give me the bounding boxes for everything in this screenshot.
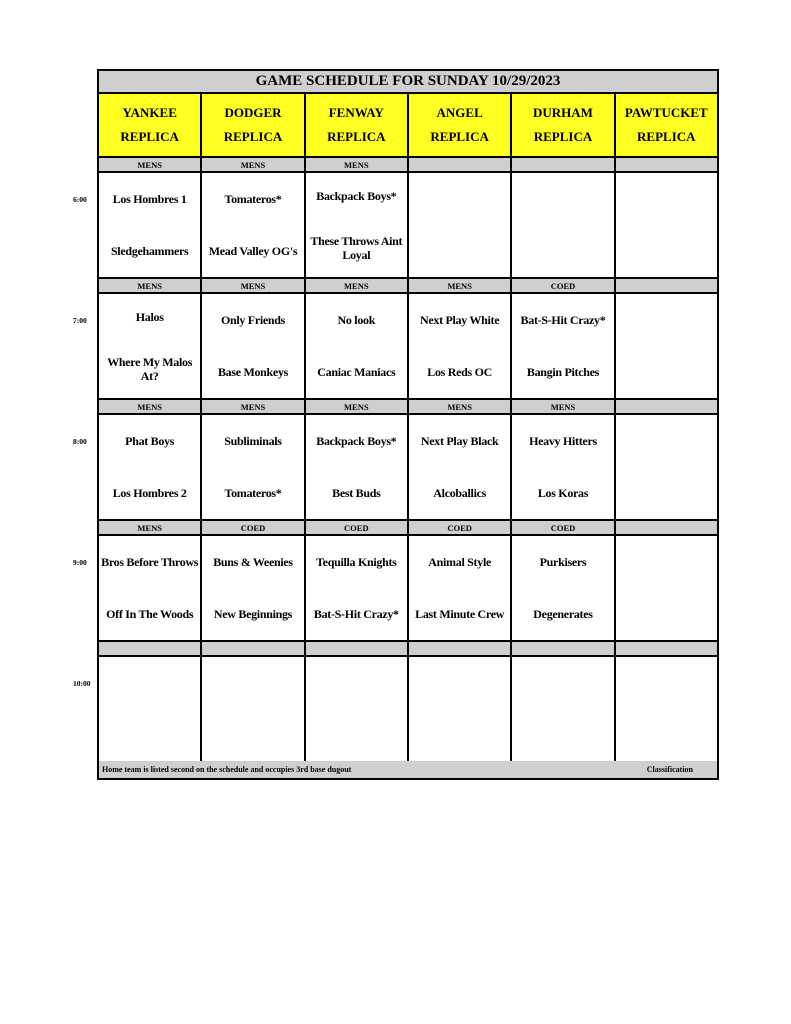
time-slots — [99, 158, 717, 761]
game-cell — [99, 294, 202, 398]
field-sub: REPLICA — [327, 128, 386, 144]
schedule-title: GAME SCHEDULE FOR SUNDAY 10/29/2023 — [99, 71, 717, 94]
field-name: DODGER — [224, 105, 282, 121]
game-cell — [99, 415, 202, 519]
away-team: Only Friends — [220, 313, 286, 327]
game-cell — [306, 536, 409, 640]
game-cell — [616, 657, 717, 761]
home-team: Sledgehammers — [110, 244, 189, 258]
game-cell — [409, 173, 512, 277]
game-cell — [202, 536, 305, 640]
away-team: Subliminals — [224, 434, 282, 448]
classification-cell — [202, 642, 305, 655]
home-team: Where My Malos At? — [107, 354, 193, 383]
game-cell — [306, 294, 409, 398]
classification-cell: MENS — [202, 158, 305, 171]
home-team: New Beginnings — [213, 607, 293, 621]
time-label: 10:00 — [73, 679, 91, 688]
home-team: Base Monkeys — [217, 365, 289, 379]
field-header-row — [99, 94, 717, 158]
game-cell — [202, 415, 305, 519]
home-team: Last Minute Crew — [415, 607, 505, 621]
classification-row — [99, 642, 717, 657]
away-team: Tequilla Knights — [316, 555, 397, 569]
classification-cell — [99, 642, 202, 655]
classification-row — [99, 158, 717, 173]
classification-cell: MENS — [99, 521, 202, 534]
game-cell — [202, 173, 305, 277]
game-cell — [409, 415, 512, 519]
game-cell — [512, 173, 615, 277]
home-team: Los Koras — [537, 486, 589, 500]
game-row — [99, 415, 717, 521]
field-name: PAWTUCKET — [624, 105, 708, 121]
classification-cell — [616, 158, 717, 171]
game-cell — [306, 415, 409, 519]
classification-cell: MENS — [99, 158, 202, 171]
classification-cell — [616, 642, 717, 655]
classification-cell: MENS — [306, 279, 409, 292]
classification-row — [99, 400, 717, 415]
classification-cell: MENS — [306, 158, 409, 171]
away-team: Halos — [135, 309, 164, 324]
away-team: Backpack Boys* — [316, 188, 397, 203]
home-team: Alcoballics — [433, 486, 486, 500]
game-cell — [512, 657, 615, 761]
home-team: These Throws Aint Loyal — [310, 233, 403, 262]
schedule-table — [97, 69, 719, 780]
footer-bar — [99, 761, 717, 778]
classification-cell: COED — [512, 521, 615, 534]
time-label: 8:00 — [73, 437, 87, 446]
field-header — [409, 94, 512, 156]
game-cell — [202, 657, 305, 761]
field-sub: REPLICA — [533, 128, 593, 144]
classification-cell — [409, 158, 512, 171]
classification-cell: COED — [306, 521, 409, 534]
game-row — [99, 294, 717, 400]
classification-cell — [616, 400, 717, 413]
game-cell — [616, 536, 717, 640]
game-cell — [409, 536, 512, 640]
home-team: Degenerates — [533, 607, 593, 621]
game-cell — [306, 657, 409, 761]
home-team: Caniac Maniacs — [317, 365, 396, 379]
game-cell — [512, 536, 615, 640]
classification-cell: COED — [512, 279, 615, 292]
home-team: Tomateros* — [224, 486, 282, 500]
field-header — [306, 94, 409, 156]
field-name: YANKEE — [122, 105, 177, 121]
field-header — [99, 94, 202, 156]
away-team: Next Play Black — [420, 434, 499, 448]
game-row — [99, 657, 717, 761]
game-cell — [616, 415, 717, 519]
game-cell — [616, 173, 717, 277]
classification-label: Classification — [646, 765, 693, 774]
classification-cell — [616, 279, 717, 292]
away-team: Heavy Hitters — [529, 434, 597, 448]
game-cell — [409, 294, 512, 398]
classification-row — [99, 279, 717, 294]
home-team: Mead Valley OG's — [208, 244, 298, 258]
classification-cell: MENS — [306, 400, 409, 413]
game-row — [99, 173, 717, 279]
game-row — [99, 536, 717, 642]
away-team: Bat-S-Hit Crazy* — [520, 313, 606, 327]
game-cell — [306, 173, 409, 277]
classification-cell — [616, 521, 717, 534]
time-label: 7:00 — [73, 316, 87, 325]
classification-cell: MENS — [409, 400, 512, 413]
time-label: 6:00 — [73, 195, 87, 204]
game-cell — [99, 536, 202, 640]
away-team: No look — [337, 313, 376, 327]
footer-note: Home team is listed second on the schedule and occupies 3rd base dugout — [102, 765, 352, 774]
game-cell — [512, 415, 615, 519]
game-cell — [202, 294, 305, 398]
classification-row — [99, 521, 717, 536]
home-team: Best Buds — [332, 486, 381, 500]
away-team: Next Play White — [420, 313, 500, 327]
away-team: Buns & Weenies — [213, 555, 293, 569]
classification-cell — [512, 642, 615, 655]
field-name: ANGEL — [436, 105, 483, 121]
classification-cell — [409, 642, 512, 655]
away-team: Backpack Boys* — [316, 434, 397, 448]
game-cell — [512, 294, 615, 398]
game-cell — [409, 657, 512, 761]
away-team: Phat Boys — [125, 434, 175, 448]
classification-cell: MENS — [512, 400, 615, 413]
field-name: DURHAM — [533, 105, 593, 121]
away-team: Tomateros* — [224, 192, 282, 206]
home-team: Los Hombres 2 — [112, 486, 187, 500]
field-sub: REPLICA — [430, 128, 489, 144]
classification-cell: COED — [202, 521, 305, 534]
field-sub: REPLICA — [120, 128, 179, 144]
game-cell — [616, 294, 717, 398]
classification-cell: MENS — [202, 400, 305, 413]
field-header — [616, 94, 717, 156]
home-team: Bangin Pitches — [526, 365, 600, 379]
home-team: Off In The Woods — [106, 607, 194, 621]
classification-cell — [306, 642, 409, 655]
field-header — [202, 94, 305, 156]
classification-cell: MENS — [99, 279, 202, 292]
away-team: Los Hombres 1 — [112, 192, 187, 206]
field-sub: REPLICA — [637, 128, 696, 144]
classification-cell: MENS — [202, 279, 305, 292]
field-name: FENWAY — [328, 105, 384, 121]
classification-cell: MENS — [99, 400, 202, 413]
game-cell — [99, 173, 202, 277]
away-team: Bros Before Throws — [101, 555, 199, 569]
home-team: Bat-S-Hit Crazy* — [313, 607, 399, 621]
classification-cell: COED — [409, 521, 512, 534]
time-label: 9:00 — [73, 558, 87, 567]
field-header — [512, 94, 615, 156]
classification-cell: MENS — [409, 279, 512, 292]
home-team: Los Reds OC — [427, 365, 492, 379]
away-team: Animal Style — [428, 555, 492, 569]
classification-cell — [512, 158, 615, 171]
away-team: Purkisers — [539, 555, 587, 569]
game-cell — [99, 657, 202, 761]
field-sub: REPLICA — [223, 128, 283, 144]
